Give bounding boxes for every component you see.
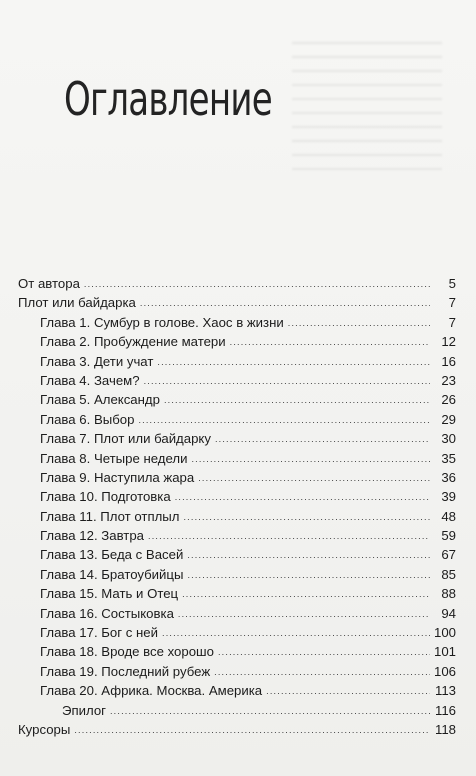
toc-entry [18,545,456,564]
toc-entry [18,623,456,642]
dot-leader [162,622,430,643]
toc-entry-title: Глава 1. Сумбур в голове. Хаос в жизни [40,314,284,330]
dot-leader [157,351,430,372]
toc-entry-page: 94 [441,605,456,621]
toc-entry-page: 23 [441,372,456,388]
toc-entry-title: Глава 4. Зачем? [40,372,140,388]
toc-entry-page: 118 [434,721,456,737]
toc-entry [18,701,456,720]
toc-entry-title: Глава 8. Четыре недели [40,450,188,466]
toc-entry [18,410,456,429]
dot-leader [214,661,430,682]
dot-leader [183,506,430,527]
toc-entry-title: Глава 2. Пробуждение матери [40,334,226,350]
toc-entry-page: 7 [448,295,456,311]
toc-entry-title: Глава 3. Дети учат [40,353,154,369]
toc-entry-title: Глава 16. Состыковка [40,605,174,621]
dot-leader [266,680,430,701]
toc-entry [18,584,456,603]
toc-entry [18,293,456,312]
dot-leader [191,448,430,469]
toc-entry-title: Глава 19. Последний рубеж [40,663,211,679]
dot-leader [144,370,430,391]
bleed-through-text [292,42,442,182]
toc-entry-page: 7 [448,314,456,330]
toc-entry-title: Глава 5. Александр [40,392,160,408]
dot-leader [110,700,430,721]
toc-entry-page: 113 [434,683,456,699]
toc-entry [18,352,456,371]
toc-entry [18,507,456,526]
dot-leader [230,331,430,352]
toc-entry-title: Глава 18. Вроде все хорошо [40,644,214,660]
dot-leader [288,312,430,333]
toc-entry-title: Плот или байдарка [18,295,136,311]
dot-leader [164,389,430,410]
toc-entry-title: Глава 15. Мать и Отец [40,586,179,602]
toc-entry [18,274,456,293]
toc-entry-page: 30 [441,431,456,447]
toc-entry [18,449,456,468]
toc-entry [18,468,456,487]
dot-leader [198,467,430,488]
toc-entry-page: 59 [441,528,456,544]
toc-entry-page: 12 [441,334,456,350]
dot-leader [178,603,430,624]
dot-leader [74,719,430,740]
toc-entry-title: Эпилог [62,702,106,718]
toc-entry-title: Глава 7. Плот или байдарку [40,431,211,447]
toc-entry-title: Глава 20. Африка. Москва. Америка [40,683,263,699]
toc-entry [18,565,456,584]
toc-entry-page: 85 [441,566,456,582]
toc-entry-title: Глава 11. Плот отплыл [40,508,180,524]
toc-entry [18,390,456,409]
toc-entry [18,526,456,545]
dot-leader [187,564,430,585]
toc-entry-page: 39 [441,489,456,505]
toc-entry-title: Глава 6. Выбор [40,411,135,427]
toc-entry-title: Глава 9. Наступила жара [40,469,195,485]
toc-entry [18,681,456,700]
toc-entry-title: От автора [18,276,80,291]
toc-entry-page: 5 [448,276,456,291]
toc-entry [18,642,456,661]
toc-entry-page: 88 [441,586,456,602]
toc-entry [18,487,456,506]
toc-entry [18,662,456,681]
toc-entry-page: 100 [433,625,456,641]
toc-entry-page: 106 [433,663,456,679]
toc-entry-title: Глава 14. Братоубийцы [40,566,184,582]
toc-entry-page: 29 [441,411,456,427]
dot-leader [84,273,430,294]
dot-leader [175,486,430,507]
toc-entry [18,371,456,390]
toc-entry-title: Курсоры [18,721,71,737]
toc-entry-title: Глава 17. Бог с ней [40,625,158,641]
dot-leader [182,583,430,604]
dot-leader [218,641,430,662]
toc-entry [18,604,456,623]
dot-leader [140,292,430,313]
toc-entry [18,332,456,351]
toc-entry-page: 35 [441,450,456,466]
toc-entry-page: 16 [441,353,456,369]
toc-entry-page: 26 [441,392,456,408]
toc-entry [18,429,456,448]
dot-leader [148,525,430,546]
toc-entry-title: Глава 12. Завтра [40,528,145,544]
dot-leader [215,428,430,449]
toc-entry-page: 67 [441,547,456,563]
table-of-contents [18,274,456,739]
toc-entry-page: 116 [434,702,456,718]
dot-leader [138,409,430,430]
toc-entry-title: Глава 10. Подготовка [40,489,171,505]
dot-leader [187,544,430,565]
toc-entry-title: Глава 13. Беда с Васей [40,547,184,563]
toc-entry [18,313,456,332]
toc-entry-page: 48 [441,508,456,524]
page-title: Оглавление [64,72,272,126]
toc-entry-page: 36 [441,469,456,485]
toc-entry [18,720,456,739]
toc-entry-page: 101 [433,644,456,660]
